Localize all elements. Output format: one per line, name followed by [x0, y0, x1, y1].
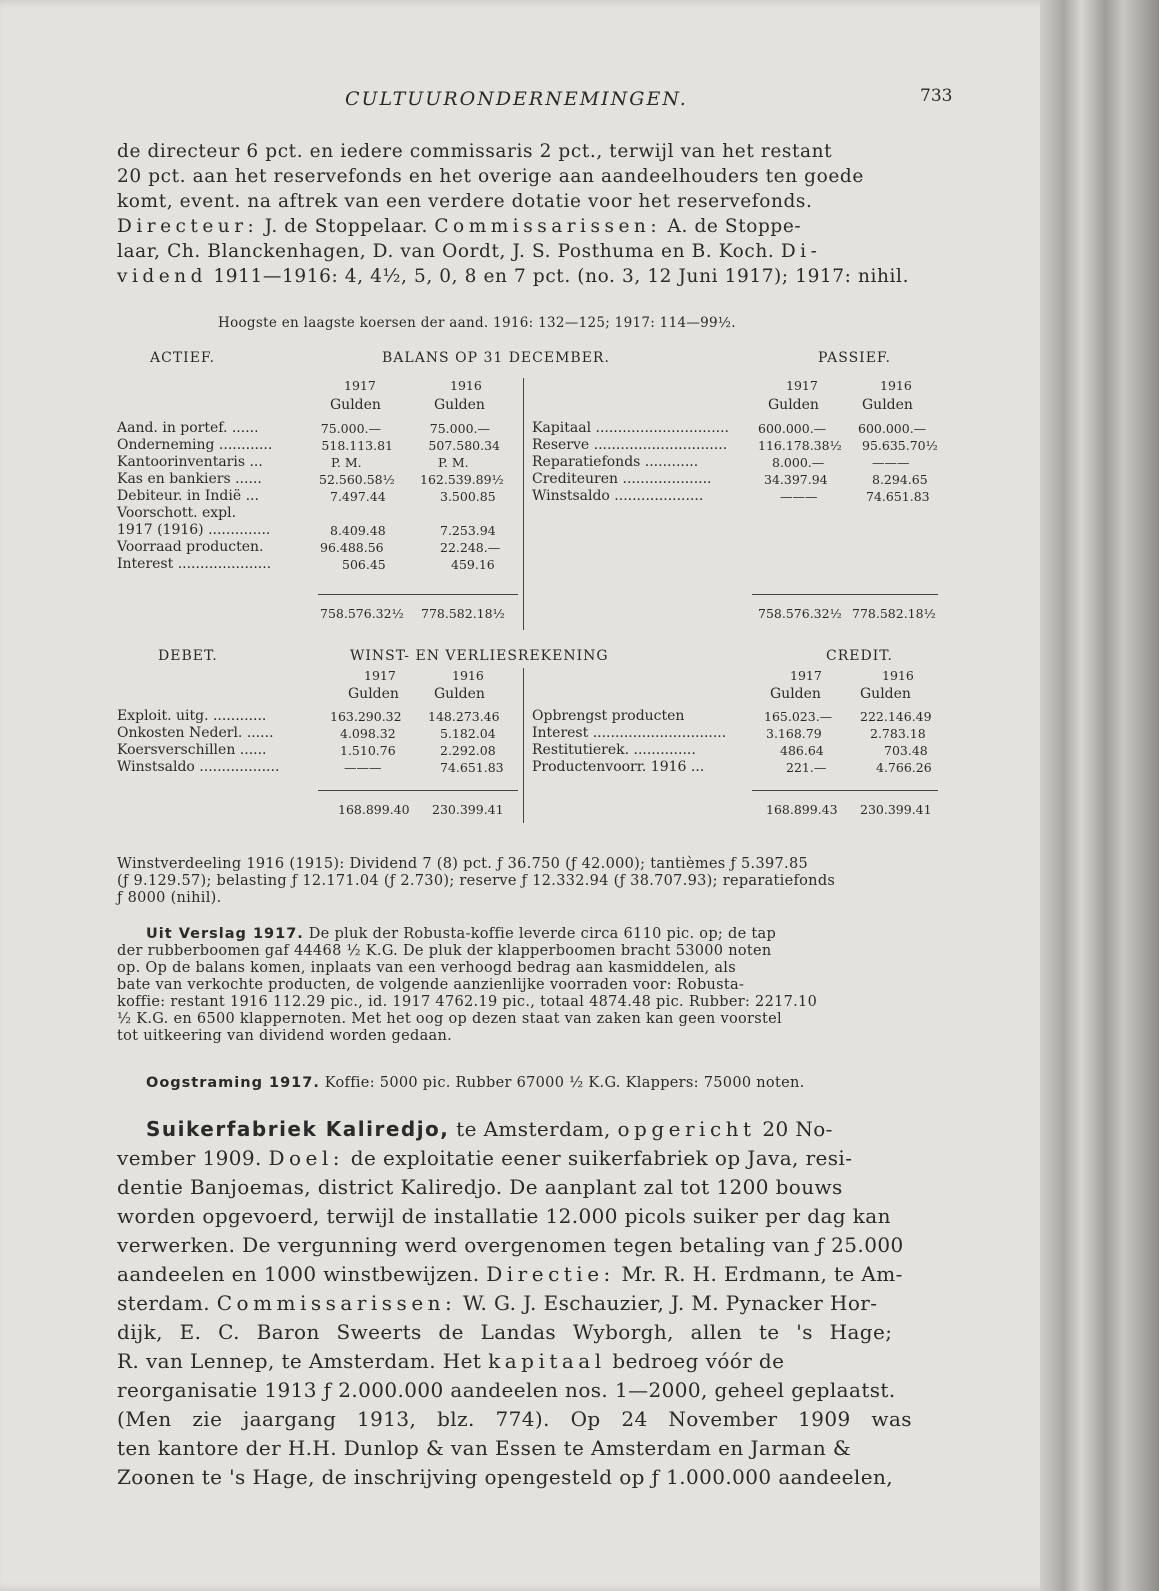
- winst-c-year-1917: 1917: [790, 668, 822, 683]
- passief-1916: 74.651.83: [866, 489, 930, 504]
- balans-title: BALANS OP 31 DECEMBER.: [382, 350, 610, 366]
- credit-label: Productenvoorr. 1916 ...: [532, 759, 705, 775]
- actief-label: Voorschott. expl.: [117, 505, 237, 521]
- actief-label: Onderneming ............: [117, 437, 273, 453]
- winst-total-c-1916: 230.399.41: [860, 802, 932, 817]
- verslag-heading: Uit Verslag 1917.: [146, 926, 304, 942]
- balans-a-year-1917: 1917: [344, 378, 376, 393]
- winst-total-d-1916: 230.399.41: [432, 802, 504, 817]
- winst-total-rule-left: [318, 790, 518, 791]
- kaliredjo-line-10: reorganisatie 1913 ƒ 2.000.000 aandeelen nos. 1—2000, geheel geplaatst.: [117, 1378, 896, 1402]
- verslag-line-5: koffie: restant 1916 112.29 pic., id. 1917 4762.19 pic., totaal 4874.48 pic. Rubber: 2217.10: [117, 994, 818, 1010]
- kapitaal-label: kapitaal: [488, 1349, 606, 1373]
- kaliredjo-text-2c: de exploitatie eener suikerfabriek op Java, resi-: [344, 1146, 853, 1170]
- verslag-line-1: [146, 926, 952, 944]
- credit-1916: 703.48: [884, 743, 928, 758]
- winst-debet-title: DEBET.: [158, 648, 218, 664]
- actief-1917: 96.488.56: [320, 540, 384, 555]
- passief-1917: 116.178.38½: [758, 438, 842, 453]
- passief-label: Kapitaal ..............................: [532, 420, 729, 436]
- passief-1917: 8.000.—: [772, 455, 825, 470]
- kaliredjo-text-9c: bedroeg vóór de: [605, 1349, 785, 1373]
- intro-line-4: [117, 214, 952, 239]
- kaliredjo-text-2a: vember 1909.: [117, 1146, 269, 1170]
- kaliredjo-text-6c: Mr. R. H. Erdmann, te Am-: [614, 1262, 903, 1286]
- winst-divider: [523, 668, 524, 823]
- winst-credit-title: CREDIT.: [826, 648, 893, 664]
- doel-label: Doel:: [268, 1146, 345, 1170]
- winstverdeeling-line-1: Winstverdeeling 1916 (1915): Dividend 7 (8) pct. ƒ 36.750 (ƒ 42.000); tantièmes ƒ 5.397.85: [117, 856, 809, 872]
- balans-total-p-1916: 778.582.18½: [852, 606, 936, 621]
- winst-title: WINST- EN VERLIESREKENING: [350, 648, 609, 664]
- balans-p-year-1917: 1917: [786, 378, 818, 393]
- balans-actief-title: ACTIEF.: [150, 350, 215, 366]
- dividend-label-start: Di-: [780, 241, 822, 262]
- commissarissen-label-2: Commissarissen:: [216, 1291, 457, 1315]
- debet-1917: 1.510.76: [340, 743, 396, 758]
- oogstraming-heading: Oogstraming 1917.: [146, 1075, 320, 1091]
- oogstraming-line: [146, 1075, 952, 1093]
- verslag-line-4: bate van verkochte producten, de volgende aanzienlijke voorraden voor: Robusta-: [117, 977, 745, 993]
- passief-1916: 8.294.65: [872, 472, 928, 487]
- kaliredjo-line-2: [117, 1144, 952, 1173]
- debet-1916: 148.273.46: [428, 709, 500, 724]
- debet-1917: ———: [344, 760, 382, 775]
- passief-1916: ———: [872, 455, 910, 470]
- balans-a-gulden-1916: Gulden: [434, 397, 485, 413]
- actief-label: Kantoorinventaris ...: [117, 454, 263, 470]
- passief-1917: ———: [780, 489, 818, 504]
- dividend-values: 1911—1916: 4, 4½, 5, 0, 8 en 7 pct. (no. 3, 12 Juni 1917); 1917: nihil.: [206, 266, 910, 287]
- kaliredjo-line-11: (Men zie jaargang 1913, blz. 774). Op 24 November 1909 was: [117, 1407, 912, 1431]
- intro-line-1: de directeur 6 pct. en iedere commissaris 2 pct., terwijl van het restant: [117, 141, 833, 162]
- balans-p-gulden-1916: Gulden: [862, 397, 913, 413]
- page-number: 733: [920, 86, 953, 106]
- actief-1917: 75.000.—: [320, 421, 381, 436]
- credit-1917: 221.—: [786, 760, 827, 775]
- commissarissen-label: Commissarissen:: [434, 216, 662, 237]
- winst-c-year-1916: 1916: [882, 668, 914, 683]
- credit-1916: 4.766.26: [876, 760, 932, 775]
- opgericht-label: opgericht: [617, 1117, 756, 1141]
- actief-label: Interest .....................: [117, 556, 272, 572]
- kaliredjo-text-9a: R. van Lennep, te Amsterdam. Het: [117, 1349, 489, 1373]
- actief-1916: 75.000.—: [429, 421, 490, 436]
- actief-1916: 7.253.94: [440, 523, 496, 538]
- passief-1916: 600.000.—: [858, 421, 927, 436]
- directeur-name: J. de Stoppelaar.: [258, 216, 435, 237]
- actief-1916: 459.16: [451, 557, 495, 572]
- winst-d-year-1917: 1917: [364, 668, 396, 683]
- actief-label: Kas en bankiers ......: [117, 471, 262, 487]
- kaliredjo-line-5: verwerken. De vergunning werd overgenomen tegen betaling van ƒ 25.000: [117, 1233, 904, 1257]
- winstverdeeling-line-2: (ƒ 9.129.57); belasting ƒ 12.171.04 (ƒ 2.730); reserve ƒ 12.332.94 (ƒ 38.707.93); reparatiefonds: [117, 873, 836, 889]
- actief-1917: 7.497.44: [330, 489, 386, 504]
- balans-total-p-1917: 758.576.32½: [758, 606, 842, 621]
- passief-1917: 600.000.—: [758, 421, 827, 436]
- actief-1917: P. M.: [331, 455, 362, 470]
- balans-divider: [523, 378, 524, 630]
- balans-p-gulden-1917: Gulden: [768, 397, 819, 413]
- kaliredjo-line-12: ten kantore der H.H. Dunlop & van Essen te Amsterdam en Jarman &: [117, 1436, 852, 1460]
- actief-label: 1917 (1916) ..............: [117, 522, 271, 538]
- balans-p-year-1916: 1916: [880, 378, 912, 393]
- credit-label: Restitutierek. ..............: [532, 742, 696, 758]
- passief-label: Crediteuren ....................: [532, 471, 712, 487]
- winst-c-gulden-1917: Gulden: [770, 686, 821, 702]
- intro-line-3: komt, event. na aftrek van een verdere dotatie voor het reservefonds.: [117, 191, 813, 212]
- actief-1916: 3.500.85: [440, 489, 496, 504]
- balans-passief-title: PASSIEF.: [818, 350, 891, 366]
- koersen-line: Hoogste en laagste koersen der aand. 1916: 132—125; 1917: 114—99½.: [218, 315, 736, 331]
- actief-1917: 518.113.81: [321, 438, 393, 453]
- winst-d-gulden-1916: Gulden: [434, 686, 485, 702]
- actief-1916: 162.539.89½: [420, 472, 504, 487]
- balans-a-year-1916: 1916: [450, 378, 482, 393]
- actief-label: Debiteur. in Indië ...: [117, 488, 259, 504]
- kaliredjo-text-1a: te Amsterdam,: [449, 1117, 618, 1141]
- debet-label: Koersverschillen ......: [117, 742, 267, 758]
- directie-label: Directie:: [486, 1262, 615, 1286]
- kaliredjo-line-3: dentie Banjoemas, district Kaliredjo. De aanplant zal tot 1200 bouws: [117, 1175, 843, 1199]
- directeur-label: Directeur:: [117, 216, 259, 237]
- kaliredjo-line-8: dijk, E. C. Baron Sweerts de Landas Wyborgh, allen te 's Hage;: [117, 1320, 893, 1344]
- debet-1916: 2.292.08: [440, 743, 496, 758]
- kaliredjo-heading: Suikerfabriek Kaliredjo,: [146, 1117, 450, 1141]
- balans-a-gulden-1917: Gulden: [330, 397, 381, 413]
- winst-c-gulden-1916: Gulden: [860, 686, 911, 702]
- commissarissen-names: A. de Stoppe-: [661, 216, 802, 237]
- credit-1917: 486.64: [780, 743, 824, 758]
- debet-1917: 4.098.32: [340, 726, 396, 741]
- verslag-line-7: tot uitkeering van dividend worden gedaan.: [117, 1028, 453, 1044]
- actief-1917: 8.409.48: [330, 523, 386, 538]
- oogstraming-text: Koffie: 5000 pic. Rubber 67000 ½ K.G. Klappers: 75000 noten.: [319, 1075, 805, 1091]
- passief-label: Reparatiefonds ............: [532, 454, 699, 470]
- kaliredjo-line-6: [117, 1260, 952, 1289]
- winst-total-c-1917: 168.899.43: [766, 802, 838, 817]
- actief-1917: 52.560.58½: [319, 472, 395, 487]
- balans-total-a-1916: 778.582.18½: [421, 606, 505, 621]
- credit-1917: 3.168.79: [766, 726, 822, 741]
- debet-1917: 163.290.32: [330, 709, 402, 724]
- intro-line-6: [117, 264, 952, 289]
- credit-1916: 2.783.18: [870, 726, 926, 741]
- debet-1916: 74.651.83: [440, 760, 504, 775]
- passief-1917: 34.397.94: [764, 472, 828, 487]
- credit-label: Interest ..............................: [532, 725, 727, 741]
- verslag-line-6: ½ K.G. en 6500 klappernoten. Met het oog op dezen staat van zaken kan geen voorstel: [117, 1011, 782, 1027]
- passief-1916: 95.635.70½: [862, 438, 938, 453]
- actief-1916: P. M.: [438, 455, 469, 470]
- actief-1916: 22.248.—: [440, 540, 501, 555]
- passief-label: Reserve ..............................: [532, 437, 728, 453]
- debet-label: Exploit. uitg. ............: [117, 708, 267, 724]
- passief-label: Winstsaldo ....................: [532, 488, 704, 504]
- debet-1916: 5.182.04: [440, 726, 496, 741]
- balans-total-rule-left: [318, 594, 518, 595]
- winst-total-rule-right: [752, 790, 938, 791]
- kaliredjo-line-13: Zoonen te 's Hage, de inschrijving opengesteld op ƒ 1.000.000 aandeelen,: [117, 1465, 893, 1489]
- actief-1917: 506.45: [342, 557, 386, 572]
- winst-d-year-1916: 1916: [452, 668, 484, 683]
- credit-1917: 165.023.—: [764, 709, 833, 724]
- winst-total-d-1917: 168.899.40: [338, 802, 410, 817]
- commissarissen-names-cont: laar, Ch. Blanckenhagen, D. van Oordt, J. S. Posthuma en B. Koch.: [117, 241, 781, 262]
- intro-line-5: [117, 239, 952, 264]
- winstverdeeling-line-3: ƒ 8000 (nihil).: [117, 890, 222, 906]
- winst-d-gulden-1917: Gulden: [348, 686, 399, 702]
- credit-label: Opbrengst producten: [532, 708, 685, 724]
- kaliredjo-text-7a: sterdam.: [117, 1291, 217, 1315]
- debet-label: Onkosten Nederl. ......: [117, 725, 274, 741]
- verslag-line-3: op. Op de balans komen, inplaats van een verhoogd bedrag aan kasmiddelen, als: [117, 960, 736, 976]
- kaliredjo-line-7: [117, 1289, 952, 1318]
- balans-total-rule-right: [752, 594, 938, 595]
- running-head: CULTUURONDERNEMINGEN.: [345, 88, 688, 110]
- verslag-text-1: De pluk der Robusta-koffie leverde circa 6110 pic. op; de tap: [303, 926, 777, 942]
- verslag-line-2: der rubberboomen gaf 44468 ½ K.G. De pluk der klapperboomen bracht 53000 noten: [117, 943, 772, 959]
- kaliredjo-text-7c: W. G. J. Eschauzier, J. M. Pynacker Hor-: [456, 1291, 878, 1315]
- kaliredjo-line-1: [146, 1115, 952, 1144]
- actief-label: Voorraad producten.: [117, 539, 264, 555]
- actief-1916: 507.580.34: [428, 438, 500, 453]
- kaliredjo-line-9: [117, 1347, 952, 1376]
- balans-total-a-1917: 758.576.32½: [320, 606, 404, 621]
- actief-label: Aand. in portef. ......: [117, 420, 259, 436]
- book-page-edges: [1040, 0, 1159, 1591]
- dividend-label-end: vidend: [117, 266, 207, 287]
- kaliredjo-text-6a: aandeelen en 1000 winstbewijzen.: [117, 1262, 487, 1286]
- credit-1916: 222.146.49: [860, 709, 932, 724]
- debet-label: Winstsaldo ..................: [117, 759, 280, 775]
- intro-line-2: 20 pct. aan het reservefonds en het overige aan aandeelhouders ten goede: [117, 166, 864, 187]
- kaliredjo-line-4: worden opgevoerd, terwijl de installatie 12.000 picols suiker per dag kan: [117, 1204, 891, 1228]
- kaliredjo-text-1c: 20 No-: [755, 1117, 833, 1141]
